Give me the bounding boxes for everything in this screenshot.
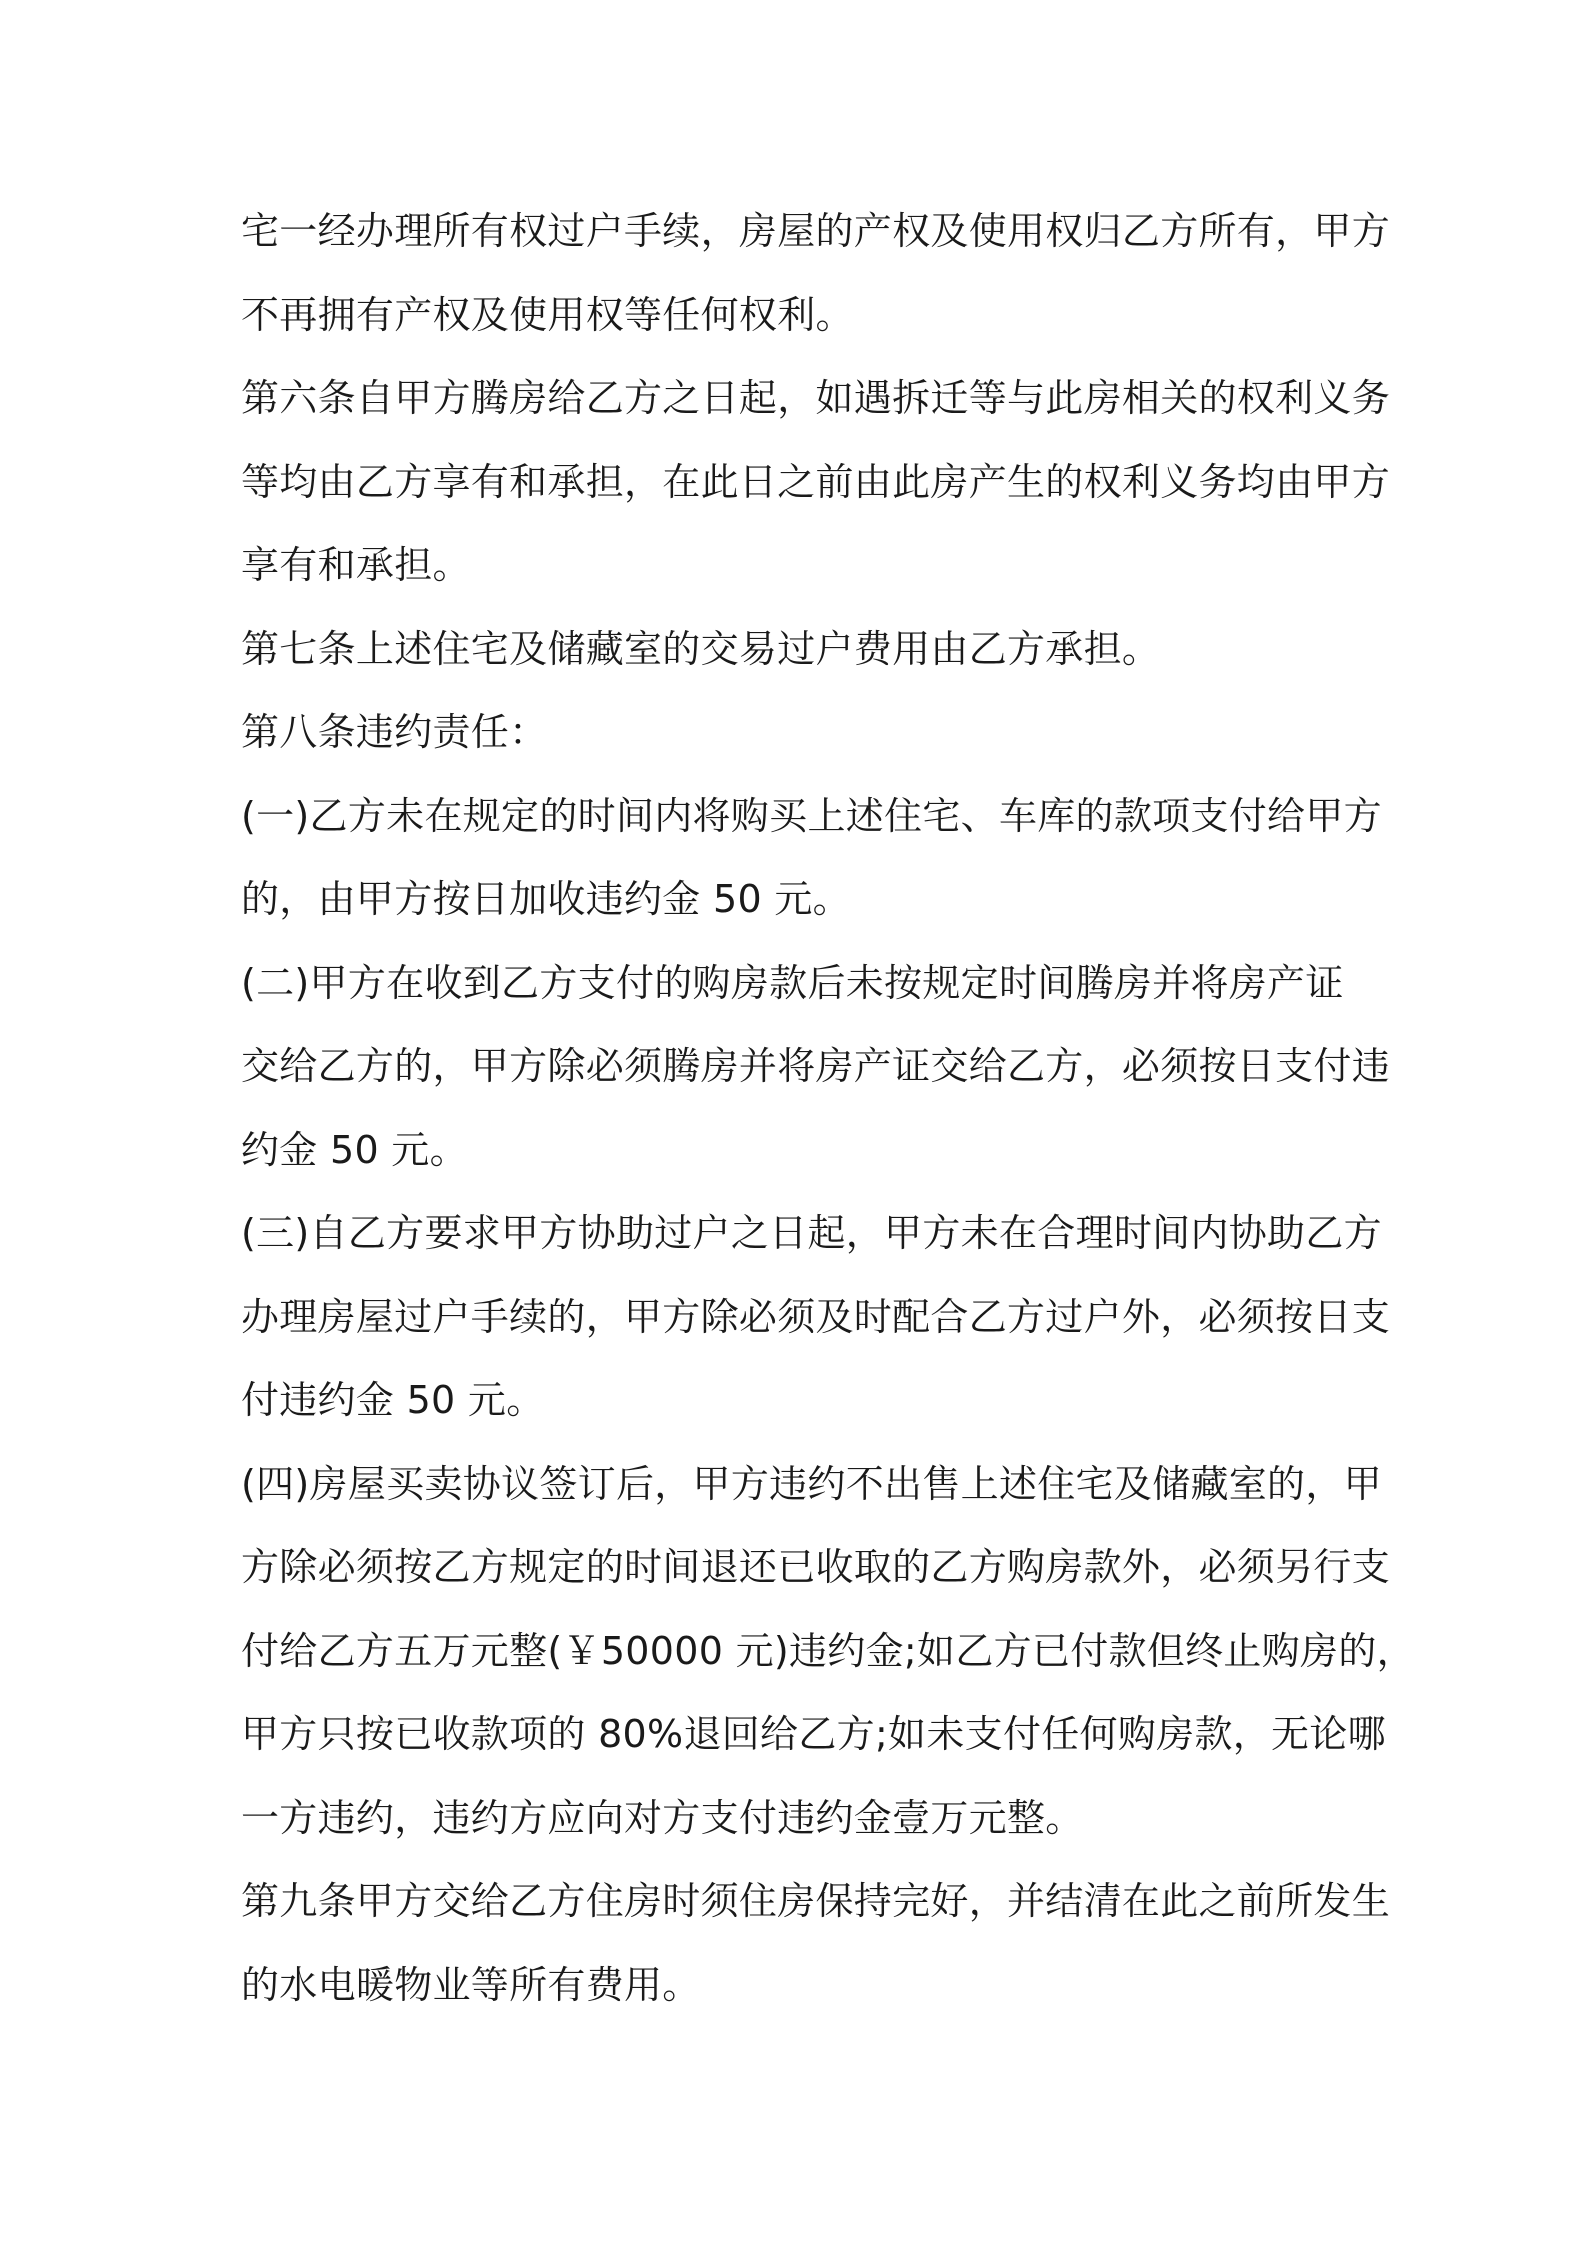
- text-line: (三)自乙方要求甲方协助过户之日起，甲方未在合理时间内协助乙方: [241, 1211, 1382, 1255]
- text-line: (四)房屋买卖协议签订后，甲方违约不出售上述住宅及储藏室的，甲: [241, 1461, 1382, 1506]
- text-line: 付违约金 50 元。: [241, 1378, 545, 1422]
- text-line: 的水电暖物业等所有费用。: [241, 1962, 701, 2007]
- text-line: 交给乙方的，甲方除必须腾房并将房产证交给乙方，必须按日支付违: [241, 1044, 1391, 1088]
- text-line: 第七条上述住宅及储藏室的交易过户费用由乙方承担。: [241, 626, 1161, 671]
- text-line: 约金 50 元。: [241, 1127, 468, 1172]
- text-line: 办理房屋过户手续的，甲方除必须及时配合乙方过户外，必须按日支: [241, 1294, 1391, 1339]
- document-body: [241, 190, 1415, 2027]
- text-line: 第六条自甲方腾房给乙方之日起，如遇拆迁等与此房相关的权利义务: [241, 376, 1391, 420]
- text-line: 付给乙方五万元整(￥50000 元)违约金;如乙方已付款但终止购房的，: [241, 1628, 1415, 1673]
- text-line: 等均由乙方享有和承担，在此日之前由此房产生的权利义务均由甲方: [241, 459, 1391, 504]
- text-line: (一)乙方未在规定的时间内将购买上述住宅、车库的款项支付给甲方: [241, 793, 1382, 838]
- text-line: 不再拥有产权及使用权等任何权利。: [241, 292, 854, 337]
- text-line: 享有和承担。: [241, 543, 471, 587]
- text-line: 方除必须按乙方规定的时间退还已收取的乙方购房款外，必须另行支: [241, 1545, 1391, 1589]
- text-line: 一方违约，违约方应向对方支付违约金壹万元整。: [241, 1795, 1084, 1840]
- text-line: 的，由甲方按日加收违约金 50 元。: [241, 877, 851, 921]
- text-line: 第九条甲方交给乙方住房时须住房保持完好，并结清在此之前所发生: [241, 1879, 1391, 1923]
- text-line: 宅一经办理所有权过户手续，房屋的产权及使用权归乙方所有，甲方: [241, 209, 1391, 253]
- text-line: (二)甲方在收到乙方支付的购房款后未按规定时间腾房并将房产证: [241, 960, 1344, 1005]
- text-line: 第八条违约责任：: [241, 710, 548, 754]
- text-line: 甲方只按已收款项的 80%退回给乙方;如未支付任何购房款，无论哪: [241, 1712, 1386, 1756]
